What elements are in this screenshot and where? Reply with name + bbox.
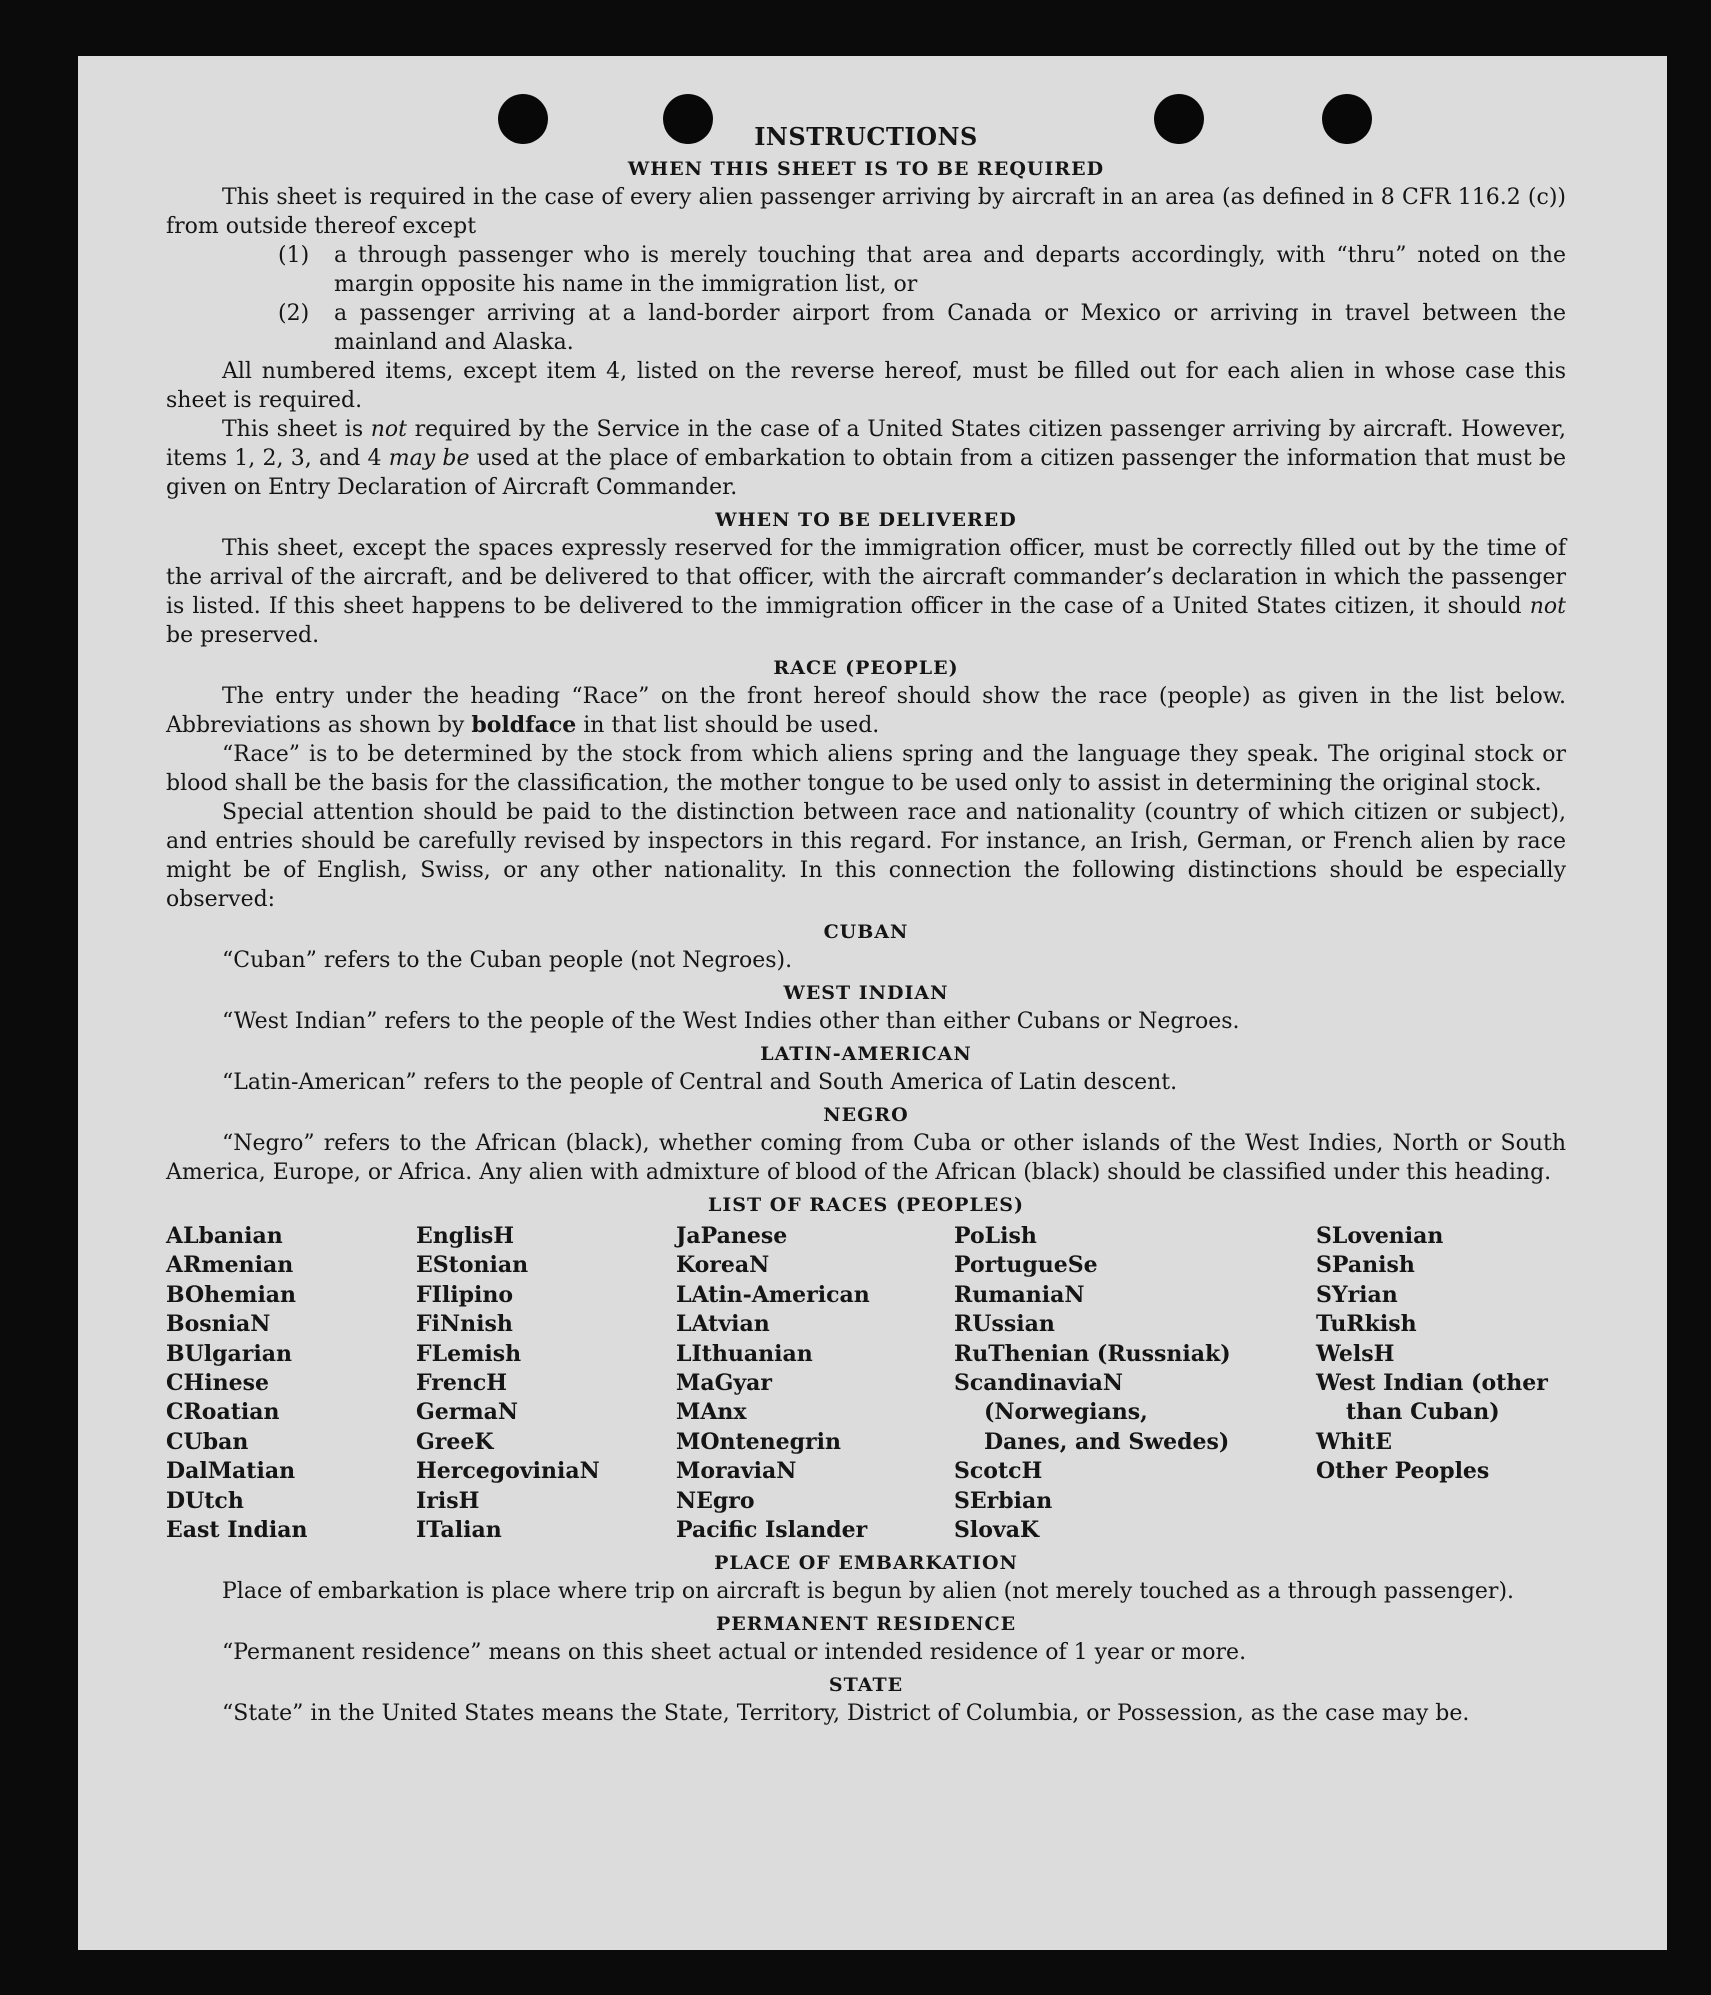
paragraph: This sheet is not required by the Service in the case of a United States citizen passenger arriving by aircraft. However, items 1, 2, 3, and 4 may be used at the place of embarkation to obtain from a citizen passenger the information that must be given on Entry Declaration of Aircraft Commander. — [166, 417, 1566, 500]
race-entry: ITalian — [416, 1517, 502, 1544]
paragraph: All numbered items, except item 4, listed on the reverse hereof, must be filled out for each alien in whose case this sheet is required. — [166, 359, 1566, 413]
race-entry: Pacific Islander — [676, 1517, 868, 1544]
heading-west-indian: WEST INDIAN — [783, 982, 949, 1004]
race-entry: TuRkish — [1316, 1311, 1417, 1338]
heading-latin-american: LATIN-AMERICAN — [760, 1043, 972, 1065]
paragraph: This sheet is required in the case of every alien passenger arriving by aircraft in an area (as defined in 8 CFR 116.2 (c)) from outside thereof except — [166, 185, 1566, 239]
race-entry: RuThenian (Russniak) — [954, 1340, 1231, 1367]
paragraph: Special attention should be paid to the distinction between race and nationality (country of which citizen or subject), and entries should be carefully revised by inspectors in this regard. For instance, an Irish, German, or French alien by race might be of English, Swiss, or any other nationality. In this connection the following distinctions should be especially observed: — [166, 800, 1566, 912]
heading-permanent-residence: PERMANENT RESIDENCE — [715, 1613, 1017, 1636]
paragraph: The entry under the heading “Race” on the front hereof should show the race (people) as given in the list below. Abbreviations as shown by boldface in that list should be used. — [166, 684, 1566, 738]
race-entry: FrencH — [416, 1370, 507, 1397]
race-entry: Other Peoples — [1316, 1458, 1490, 1485]
race-entry: SPanish — [1316, 1252, 1415, 1279]
race-entry: KoreaN — [676, 1252, 770, 1279]
race-entry: GreeK — [416, 1428, 494, 1455]
heading-cuban: CUBAN — [823, 921, 909, 943]
race-column — [954, 1222, 1236, 1545]
race-column — [1316, 1222, 1566, 1545]
race-entry: ALbanian — [166, 1223, 283, 1249]
race-entry: East Indian — [166, 1517, 308, 1544]
heading-negro: NEGRO — [823, 1104, 909, 1126]
race-entry: ScandinaviaN (Norwegians, Danes, and Swedes) — [954, 1370, 1230, 1455]
item-text: a passenger arriving at a land-border airport from Canada or Mexico or arriving in travel between the mainland and Alaska. — [334, 301, 1566, 355]
paragraph: “Negro” refers to the African (black), whether coming from Cuba or other islands of the West Indies, North or South America, Europe, or Africa. Any alien with admixture of blood of the African (black) should be classified under this heading. — [166, 1131, 1566, 1185]
race-entry: FLemish — [416, 1340, 522, 1367]
page-title: INSTRUCTIONS — [754, 122, 978, 151]
race-entry: WhitE — [1316, 1428, 1392, 1455]
race-entry: SYrian — [1316, 1281, 1398, 1308]
race-entry: BUlgarian — [166, 1340, 292, 1367]
race-entry: GermaN — [416, 1399, 519, 1426]
race-entry: FiNnish — [416, 1311, 513, 1338]
race-entry: BosniaN — [166, 1311, 271, 1338]
race-entry: ScotcH — [954, 1458, 1043, 1485]
race-entry: CRoatian — [166, 1399, 280, 1426]
race-entry: ARmenian — [166, 1252, 294, 1279]
paragraph: “Latin-American” refers to the people of Central and South America of Latin descent. — [222, 1070, 1178, 1095]
race-column — [676, 1222, 954, 1545]
race-column — [416, 1222, 676, 1545]
numbered-item — [166, 241, 1566, 299]
heading-state: STATE — [828, 1674, 904, 1697]
race-entry: SErbian — [954, 1487, 1053, 1514]
item-number: (2) — [278, 301, 310, 326]
race-entry: DUtch — [166, 1487, 244, 1514]
race-entry: EnglisH — [416, 1223, 515, 1249]
race-entry: MoraviaN — [676, 1458, 797, 1485]
paragraph: This sheet, except the spaces expressly reserved for the immigration officer, must be correctly filled out by the time of the arrival of the aircraft, and be delivered to that officer, with the aircraft commander’s declaration in which the passenger is listed. If this sheet happens to be delivered to the immigration officer in the case of a United States citizen, it should not be preserved. — [166, 536, 1566, 648]
race-entry: PortugueSe — [954, 1252, 1098, 1279]
heading-when-required: WHEN THIS SHEET IS TO BE REQUIRED — [627, 158, 1105, 180]
numbered-item — [166, 299, 1566, 357]
race-entry: MAnx — [676, 1399, 747, 1426]
race-entry: NEgro — [676, 1487, 755, 1514]
race-entry: LAtin-American — [676, 1281, 870, 1308]
race-entry: LAtvian — [676, 1311, 770, 1338]
race-entry: West Indian (other than Cuban) — [1316, 1370, 1548, 1426]
race-entry: MOntenegrin — [676, 1428, 841, 1455]
heading-list-of-races: LIST OF RACES (PEOPLES) — [708, 1194, 1024, 1216]
race-column — [166, 1222, 416, 1545]
race-entry: DalMatian — [166, 1458, 296, 1485]
race-entry: EStonian — [416, 1252, 529, 1279]
paragraph: “State” in the United States means the State, Territory, District of Columbia, or Possession, as the case may be. — [222, 1701, 1470, 1727]
race-entry: HercegoviniaN — [416, 1458, 600, 1485]
item-text: a through passenger who is merely touching that area and departs accordingly, with “thru” noted on the margin opposite his name in the immigration list, or — [334, 243, 1566, 297]
race-entry: PoLish — [954, 1223, 1037, 1249]
paragraph: “West Indian” refers to the people of the West Indies other than either Cubans or Negroes. — [222, 1009, 1240, 1034]
race-entry: JaPanese — [676, 1223, 788, 1249]
race-list — [166, 1222, 1566, 1545]
race-entry: MaGyar — [676, 1370, 773, 1397]
paragraph: Place of embarkation is place where trip on aircraft is begun by alien (not merely touched as a through passenger). — [222, 1579, 1515, 1605]
paragraph: “Cuban” refers to the Cuban people (not Negroes). — [222, 948, 793, 973]
race-entry: SlovaK — [954, 1517, 1040, 1544]
race-entry: CHinese — [166, 1370, 270, 1397]
race-entry: BOhemian — [166, 1281, 297, 1308]
race-entry: RUssian — [954, 1311, 1055, 1338]
document-sheet — [78, 56, 1667, 1950]
race-entry: RumaniaN — [954, 1281, 1085, 1308]
heading-when-delivered: WHEN TO BE DELIVERED — [715, 509, 1017, 531]
heading-place-of-embarkation: PLACE OF EMBARKATION — [714, 1552, 1018, 1575]
race-entry: SLovenian — [1316, 1223, 1444, 1249]
race-entry: IrisH — [416, 1487, 480, 1514]
item-number: (1) — [278, 243, 310, 268]
instructions-content — [166, 122, 1566, 1728]
heading-race: RACE (PEOPLE) — [773, 657, 959, 679]
race-entry: LIthuanian — [676, 1340, 813, 1367]
race-entry: FIlipino — [416, 1281, 514, 1308]
race-entry: WelsH — [1316, 1340, 1395, 1367]
paragraph: “Race” is to be determined by the stock from which aliens spring and the language they speak. The original stock or blood shall be the basis for the classification, the mother tongue to be used only to assist in determining the original stock. — [166, 742, 1566, 796]
race-entry: CUban — [166, 1428, 249, 1455]
paragraph: “Permanent residence” means on this sheet actual or intended residence of 1 year or more. — [222, 1640, 1247, 1666]
